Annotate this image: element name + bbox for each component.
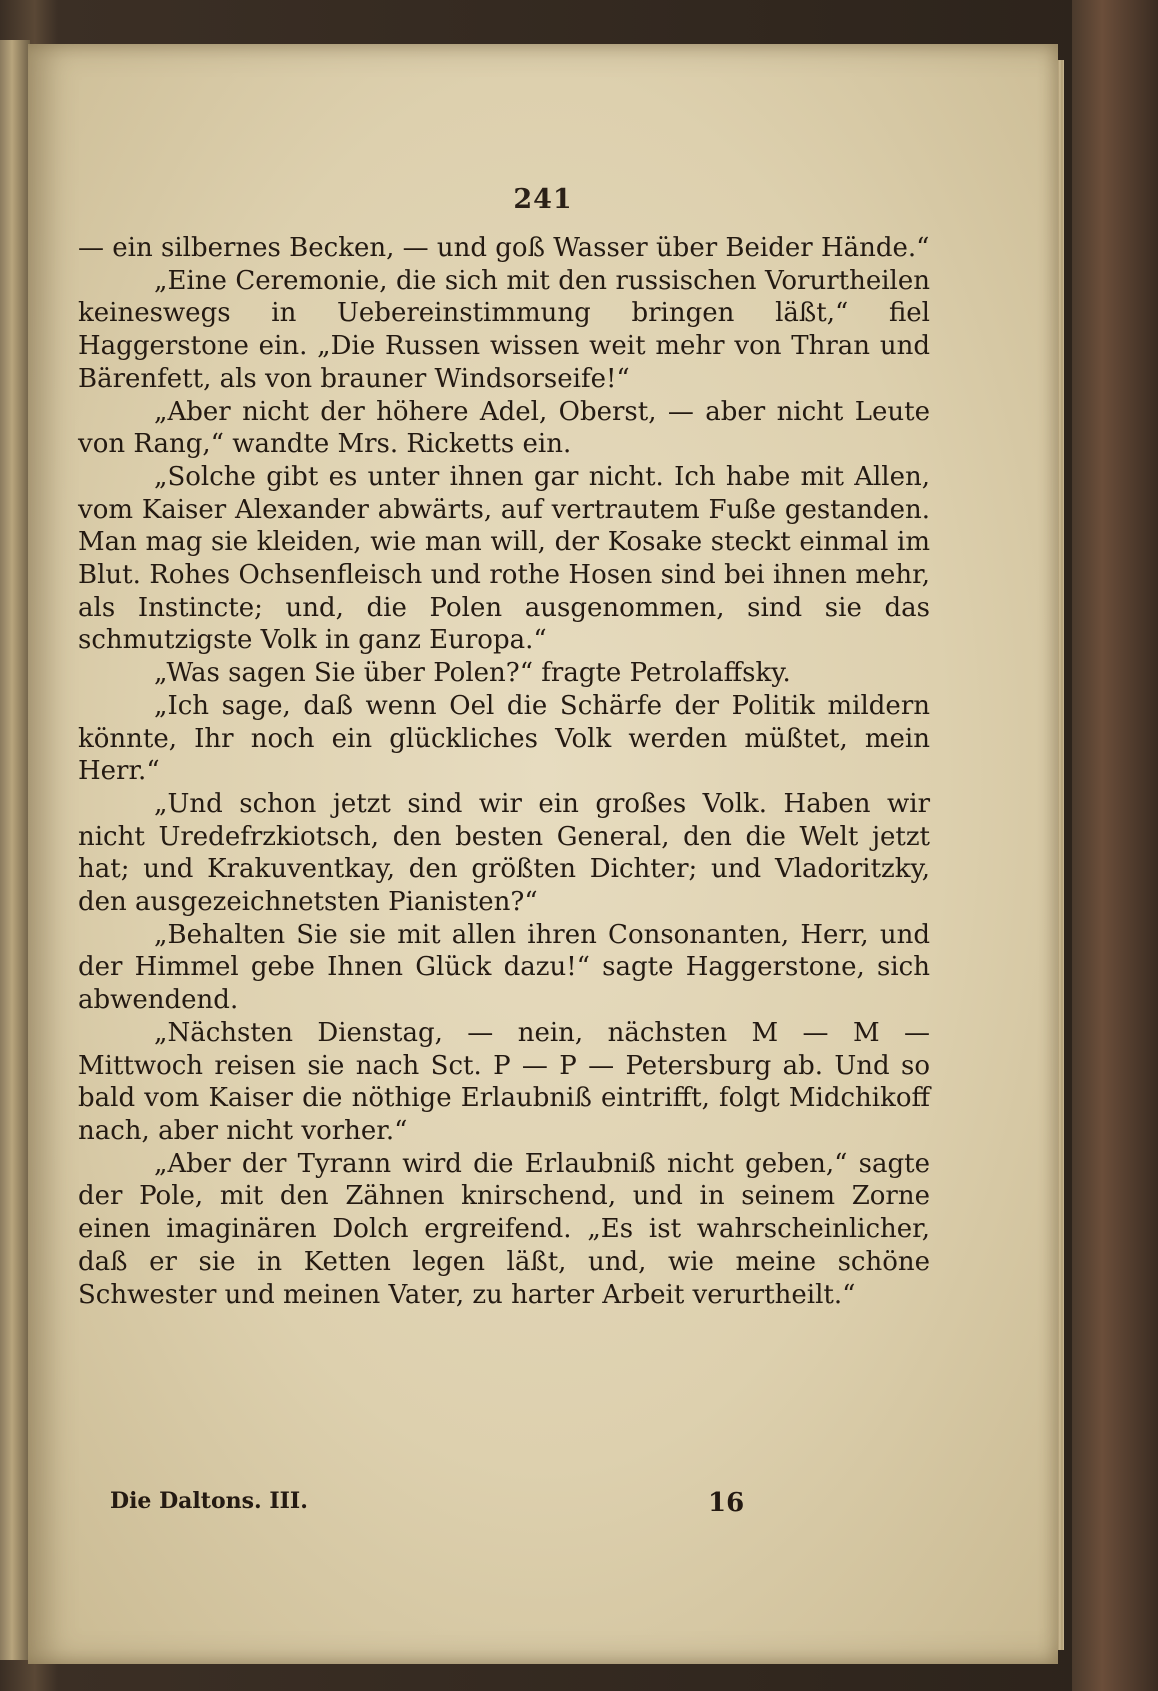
paragraph: „Behalten Sie sie mit allen ihren Consonanten, Herr, und der Himmel gebe Ihnen Glück dazu!“ sagte Haggerstone, sich abwendend. [78,919,930,1016]
paragraph: „Was sagen Sie über Polen?“ fragte Petrolaffsky. [154,658,791,689]
book-cover-edge [1072,0,1158,1691]
paragraph: „Nächsten Dienstag, — nein, nächsten M — M — Mittwoch reisen sie nach Sct. P — P — Petersburg ab. Und so bald vom Kaiser die nöthige Erlaubniß eintrifft, folgt Midchikoff nach, aber nicht vorher.“ [78,1017,930,1146]
paragraph: „Eine Ceremonie, die sich mit den russischen Vorurtheilen keineswegs in Uebereinstimmung bringen läßt,“ fiel Haggerstone ein. „Die Russen wissen weit mehr von Thran und Bärenfett, als von brauner Windsorseife!“ [78,265,930,394]
book-page [28,44,1058,1664]
previous-page-edge [0,40,30,1660]
paragraph: — ein silbernes Becken, — und goß Wasser über Beider Hände.“ [78,233,930,263]
paragraph: „Aber nicht der höhere Adel, Oberst, — aber nicht Leute von Rang,“ wandte Mrs. Ricketts ein. [78,396,930,460]
page-body-text [78,232,930,1311]
paragraph: „Aber der Tyrann wird die Erlaubniß nicht geben,“ sagte der Pole, mit den Zähnen knirschend, und in seinem Zorne einen imaginären Dolch ergreifend. „Es ist wahrscheinlicher, daß er sie in Ketten legen läßt, und, wie meine schöne Schwester und meinen Vater, zu harter Arbeit verurtheilt.“ [78,1148,930,1310]
sheet-number: 16 [708,1488,745,1518]
paragraph: „Und schon jetzt sind wir ein großes Volk. Haben wir nicht Uredefrzkiotsch, den besten General, den die Welt jetzt hat; und Krakuventkay, den größten Dichter; und Vladoritzky, den ausgezeichnetsten Pianisten?“ [78,788,930,918]
signature-mark: Die Daltons. III. [110,1488,308,1514]
paragraph: „Ich sage, daß wenn Oel die Schärfe der Politik mildern könnte, Ihr noch ein glückliches Volk werden müßtet, mein Herr.“ [78,690,930,787]
page-number: 241 [513,184,573,215]
paragraph: „Solche gibt es unter ihnen gar nicht. Ich habe mit Allen, vom Kaiser Alexander abwärts, auf vertrautem Fuße gestanden. Man mag sie kleiden, wie man will, der Kosake steckt einmal im Blut. Rohes Ochsenfleisch und rothe Hosen sind bei ihnen mehr, als Instincte; und, die Polen ausgenommen, sind sie das schmutzigste Volk in ganz Europa.“ [78,461,930,656]
